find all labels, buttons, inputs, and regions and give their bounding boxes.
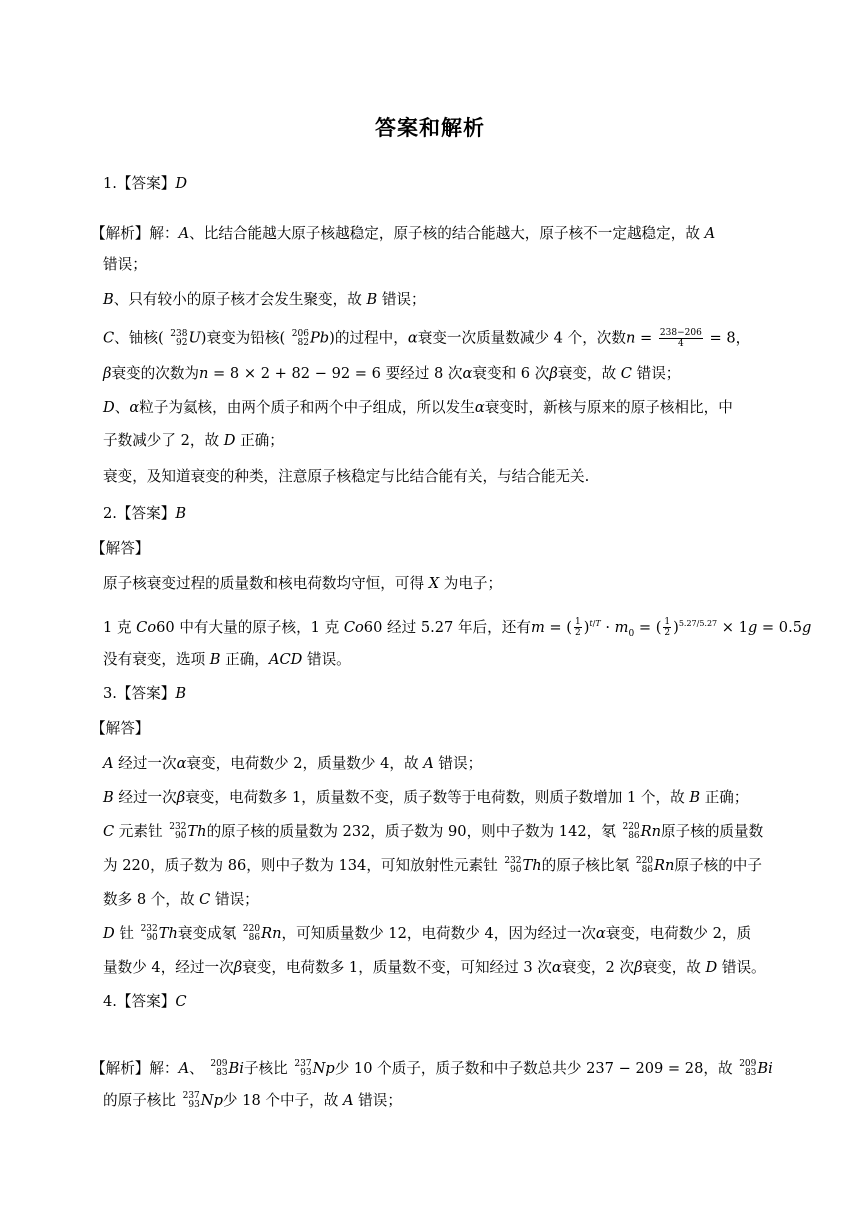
q3-line-7: 量数少 4，经过一次β衰变，电荷数多 1，质量数不变，可知经过 3 次α衰变，2 次β衰变，故 D 错误。 [103,959,766,976]
q2-line-3: 没有衰变，选项 B 正确，ACD 错误。 [103,651,351,668]
q3-line-3: C 元素钍 232 90 Th的原子核的质量数为 232，质子数为 90，则中子数为 142，氡 220 86 Rn原子核的质量数 [103,822,764,841]
q3-line-2: B 经过一次β衰变，电荷数多 1，质量数不变，质子数等于电荷数，则质子数增加 1 个，故 B 正确； [103,789,749,806]
q1-line-6: D、α粒子为氦核，由两个质子和两个中子组成，所以发生α衰变时，新核与原来的原子核相比，中 [103,399,733,416]
q2-line-2: 1 克 Co60 中有大量的原子核，1 克 Co60 经过 5.27 年后，还有m = ( $\frac{1}{2}$ )$^{t/T} \cdot m_0$ = ( $\frac{1}{2}$ )$^{5.27/5.27}$ × 1g = 0.5g [103,617,812,639]
q3-line-1: A 经过一次α衰变，电荷数少 2，质量数少 4，故 A 错误； [103,755,483,772]
q1-line-5: β衰变的次数为n = 8 × 2 + 82 − 92 = 6 要经过 8 次α衰变和 6 次β衰变，故 C 错误； [103,365,681,382]
q1-line-7: 子数减少了 2，故 D 正确； [103,432,284,449]
q1-answer: 1.【答案】D [103,175,188,192]
q2-heading: 【解答】 [91,540,150,557]
q2-answer: 2.【答案】B [103,505,187,522]
q4-line-2: 的原子核比 237 93 Np少 18 个中子，故 A 错误； [103,1091,402,1110]
q1-line-8: 衰变，及知道衰变的种类，注意原子核稳定与比结合能有关，与结合能无关. [103,468,590,485]
page-title: 答案和解析 [375,116,485,140]
q1-line-1: 【解析】解：A、比结合能越大原子核越稳定，原子核的结合能越大，原子核不一定越稳定，故 A [91,225,716,242]
q3-line-6: D 钍 232 90 Th衰变成氡 220 86 Rn，可知质量数少 12，电荷数少 4，因为经过一次α衰变，电荷数少 2，质 [103,924,752,943]
q3-answer: 3.【答案】B [103,685,187,702]
q3-line-5: 数多 8 个，故 C 错误； [103,891,259,908]
q1-line-4: C、铀核( 238 92 U)衰变为铅核( 206 82 Pb)的过程中，α衰变一次质量数减少 4 个，次数n = $\frac{238-206}{4}$ = 8， [103,328,751,349]
q1-line-3: B、只有较小的原子核才会发生聚变，故 B 错误； [103,291,426,308]
q4-line-1: 【解析】解：A、 209 83 Bi子核比 237 93 Np少 10 个质子，质子数和中子数总共少 237 − 209 = 28，故 209 83 Bi [91,1059,773,1078]
q4-answer: 4.【答案】C [103,993,187,1010]
q3-heading: 【解答】 [91,720,150,737]
q2-line-1: 原子核衰变过程的质量数和核电荷数均守恒，可得 X 为电子； [103,575,503,592]
q3-line-4: 为 220，质子数为 86，则中子数为 134，可知放射性元素钍 232 90 Th的原子核比氡 220 86 Rn原子核的中子 [103,856,762,875]
q1-line-2: 错误； [103,256,147,273]
